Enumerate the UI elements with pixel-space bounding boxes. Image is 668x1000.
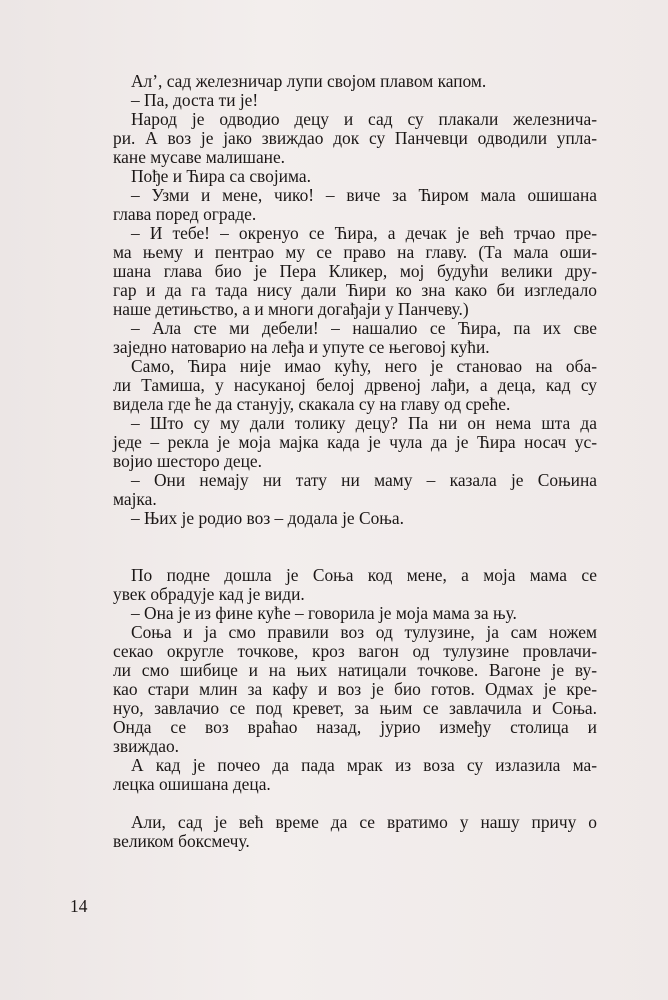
text-line: Соња и ја смо правили воз од тулузине, ја сам ножем (131, 622, 597, 642)
text-line: секао округле точкове, кроз вагон од тулузине провлачи- (113, 641, 597, 661)
text-line: нуо, завлачио се под кревет, за њим се завлачила и Соња. (113, 698, 597, 718)
text-line: – Што су му дали толику децу? Па ни он нема шта да (131, 413, 597, 433)
paragraph (113, 319, 597, 357)
paragraph (113, 509, 597, 528)
paragraph (113, 414, 597, 471)
paragraph-spacer (113, 794, 597, 813)
text-line: војио шесторо деце. (113, 451, 262, 471)
text-line: заједно натоварио на леђа и упуте се његовој кући. (113, 337, 490, 357)
text-line: Онда се воз враћао назад, јурио између столица и (113, 717, 597, 737)
text-line: – Ала сте ми дебели! – нашалио се Ћира, па их све (131, 318, 597, 338)
text-line: Народ је одводио децу и сад су плакали железнича- (131, 109, 597, 129)
page-body-text (113, 72, 597, 851)
text-line: ли Тамиша, у насуканој белој дрвеној лађи, а деца, кад су (113, 375, 597, 395)
paragraph (113, 357, 597, 414)
paragraph (113, 72, 597, 91)
text-line: шана глава био је Пера Кликер, мој будући велики дру- (113, 261, 597, 281)
paragraph (113, 186, 597, 224)
text-line: – Њих је родио воз – додала је Соња. (131, 508, 404, 528)
paragraph (113, 224, 597, 319)
text-line: – Она је из фине куће – говорила је моја мама за њу. (131, 603, 517, 623)
text-line: Ал’, сад железничар лупи својом плавом капом. (131, 71, 487, 91)
paragraph (113, 623, 597, 756)
paragraph (113, 91, 597, 110)
text-line: ли смо шибице и на њих натицали точкове. Вагоне је ву- (113, 660, 597, 680)
text-line: једе – рекла је моја мајка када је чула да је Ћира носач ус- (113, 432, 597, 452)
text-line: А кад је почео да пада мрак из воза су излазила ма- (131, 755, 597, 775)
text-line: – И тебе! – окренуо се Ћира, а дечак је већ трчао пре- (131, 223, 597, 243)
text-line: звиждао. (113, 736, 180, 756)
paragraph (113, 167, 597, 186)
text-line: По подне дошла је Соња код мене, а моја мама се (131, 565, 597, 585)
text-line: Само, Ћира није имао кућу, него је становао на оба- (131, 356, 597, 376)
text-line: – Па, доста ти је! (131, 90, 259, 110)
text-line: глава поред ограде. (113, 204, 257, 224)
text-line: – Узми и мене, чико! – виче за Ћиром мала ошишана (131, 185, 597, 205)
text-line: ри. А воз је јако звиждао док су Панчевци одводили упла- (113, 128, 597, 148)
section-break (113, 528, 597, 566)
text-line: увек обрадује кад је види. (113, 584, 305, 604)
text-line: мајка. (113, 489, 157, 509)
paragraph (113, 756, 597, 794)
text-line: лецка ошишана деца. (113, 774, 271, 794)
paragraph (113, 471, 597, 509)
text-line: Пође и Ћира са својима. (131, 166, 311, 186)
paragraph (113, 110, 597, 167)
text-line: – Они немају ни тату ни маму – казала је Соњина (131, 470, 597, 490)
text-line: наше детињство, а и многи догађаји у Панчеву.) (113, 299, 469, 319)
text-line: као стари млин за кафу и воз је био готов. Одмах је кре- (113, 679, 597, 699)
paragraph (113, 604, 597, 623)
paragraph (113, 566, 597, 604)
text-line: гар и да га тада нису дали Ћири ко зна како би изгледало (113, 280, 597, 300)
text-line: великом боксмечу. (113, 831, 250, 851)
page-number: 14 (70, 896, 88, 916)
text-line: кане мусаве малишане. (113, 147, 286, 167)
paragraph (113, 813, 597, 851)
text-line: ма њему и пентрао му се право на главу. (Та мала оши- (113, 242, 597, 262)
text-line: видела где ће да станују, скакала су на главу од среће. (113, 394, 511, 414)
text-line: Али, сад је већ време да се вратимо у нашу причу о (131, 812, 597, 832)
